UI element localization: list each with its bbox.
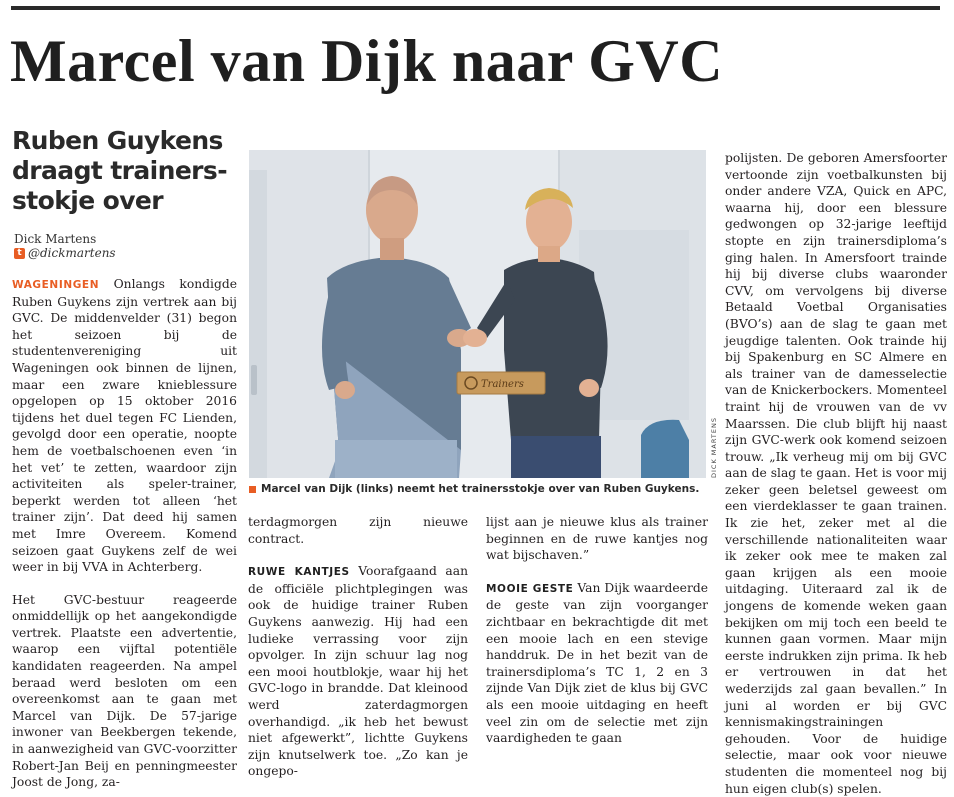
caption-text: Marcel van Dijk (links) neemt het trainersstokje over van Ruben Guykens. (261, 483, 700, 495)
photo-illustration (249, 150, 706, 478)
plaque-text: Trainers (481, 379, 524, 390)
paragraph-text: terdagmorgen zijn nieuwe contract. (248, 515, 468, 546)
section-kicker: MOOIE GESTE (486, 582, 574, 595)
author-handle: @dickmartens (28, 246, 116, 260)
paragraph (12, 276, 237, 576)
paragraph-text: polijsten. De geboren Amersfoorter vertoonde zijn voetbalkunsten bij onder andere VZA, Quick en APC, waarna hij, door een blessure gedwongen op 32-jarige leeftijd stopte en zijn trainersdiploma’s ging halen. In Amersfoort trainde hij bij diverse clubs waaronder CVV, om vervolgens bij diverse Betaald Voetbal Organisaties (BVO’s) aan de slag te gaan met jeugdige talenten. Ook trainde hij bij Spakenburg en SC Almere en als trainer van de damesselectie van de Knickerbockers. Momenteel traint hij de vrouwen van de vv Maarssen. Die club blijft hij naast zijn GVC-werk ook komend seizoen trouw. „Ik verheug mij om bij GVC aan de slag te gaan. Het is voor mij zeker geen beletsel geweest om een vierdeklasser te gaan trainen. Ik zie het, zeker met al die verschillende nationaliteiten waar ik zeker ook mee te maken zal gaan krijgen als een mooie uitdaging. Uiteraard zal ik de jongens de komende weken gaan bekijken om mij toch een beeld te kunnen gaan vormen. Maar mijn eerste indrukken zijn prima. Ik heb er vertrouwen in dat het wederzijds zal gaan bevallen.” In juni al worden er bij GVC kennismakingstrainingen gehouden. Voor de huidige selectie, maar ook voor nieuwe studenten die momenteel nog bij hun eigen club(s) spelen. (725, 151, 947, 796)
author-name: Dick Martens (14, 232, 97, 246)
paragraph-text: Van Dijk waardeerde de geste van zijn voorganger zichtbaar en bekrachtigde dit met een mooie lach en een stevige handdruk. De in het bezit van de trainersdiploma’s TC 1, 2 en 3 zijnde Van Dijk ziet de klus bij GVC als een mooie uitdaging en heeft veel zin om de selectie met zijn vaardigheden te gaan (486, 580, 708, 746)
byline (14, 232, 116, 260)
article-column-1 (12, 276, 237, 791)
twitter-icon: t (14, 248, 25, 259)
paragraph (248, 563, 468, 780)
subhead-line: stokje over (12, 186, 164, 215)
subhead (12, 126, 232, 216)
article-photo (249, 150, 706, 478)
paragraph (725, 150, 947, 797)
article-column-4 (725, 150, 947, 797)
dateline: WAGENINGEN (12, 279, 100, 291)
photo-caption (249, 482, 709, 496)
author-handle-row (14, 246, 116, 260)
paragraph (248, 514, 468, 547)
top-rule (11, 6, 940, 10)
subhead-line: Ruben Guykens (12, 126, 223, 155)
headline: Marcel van Dijk naar GVC (10, 28, 724, 94)
paragraph-text: Het GVC-bestuur reageerde onmiddellijk op het aangekondigde vertrek. Plaatste een advertentie, waarop een vijftal potentiële kandidaten reageerden. Na ampel beraad werd besloten om een overeenkomst aan te gaan met Marcel van Dijk. De 57-jarige inwoner van Beekbergen tekende, in aanwezigheid van GVC-voorzitter Robert-Jan Beij en penningmeester Joost de Jong, za- (12, 592, 237, 790)
paragraph-text: Voorafgaand aan de officiële plichtplegingen was ook de huidige trainer Ruben Guykens aanwezig. Hij had een ludieke verrassing voor zijn opvolger. In zijn schuur lag nog een mooi houtblokje, waar hij het GVC-logo in brandde. Dat kleinood werd zaterdagmorgen overhandigd. „ik heb het bewust niet afgewerkt”, lichtte Guykens zijn knutselwerk toe. „Zo kan je ongepo- (248, 564, 468, 779)
article-column-3 (486, 514, 708, 747)
article-column-2 (248, 514, 468, 780)
paragraph-text: Onlangs kondigde Ruben Guykens zijn vertrek aan bij GVC. De middenvelder (31) begon het seizoen bij de studentenvereniging uit Wageningen ook binnen de lijnen, maar een zware knieblessure opgelopen op 15 oktober 2016 tijdens het duel tegen FC Lienden, gevolgd door een operatie, noopte hem de voetbalschoenen even ‘in het vet’ te zetten, waardoor zijn activiteiten als speler-trainer, beperkt werden tot alleen ‘het trainer zijn’. Dat deed hij samen met Imre Overeem. Komend seizoen gaat Guykens zelf de wei weer in bij VVA in Achterberg. (12, 277, 237, 575)
photo-credit: DICK MARTENS (710, 417, 718, 478)
paragraph (12, 592, 237, 791)
paragraph (486, 514, 708, 564)
subhead-line: draagt trainers- (12, 156, 227, 185)
paragraph-text: lijst aan je nieuwe klus als trainer beginnen en de ruwe kantjes nog wat bijschaven.” (486, 515, 708, 563)
paragraph (486, 580, 708, 747)
caption-marker (249, 486, 256, 493)
section-kicker: RUWE KANTJES (248, 566, 350, 579)
